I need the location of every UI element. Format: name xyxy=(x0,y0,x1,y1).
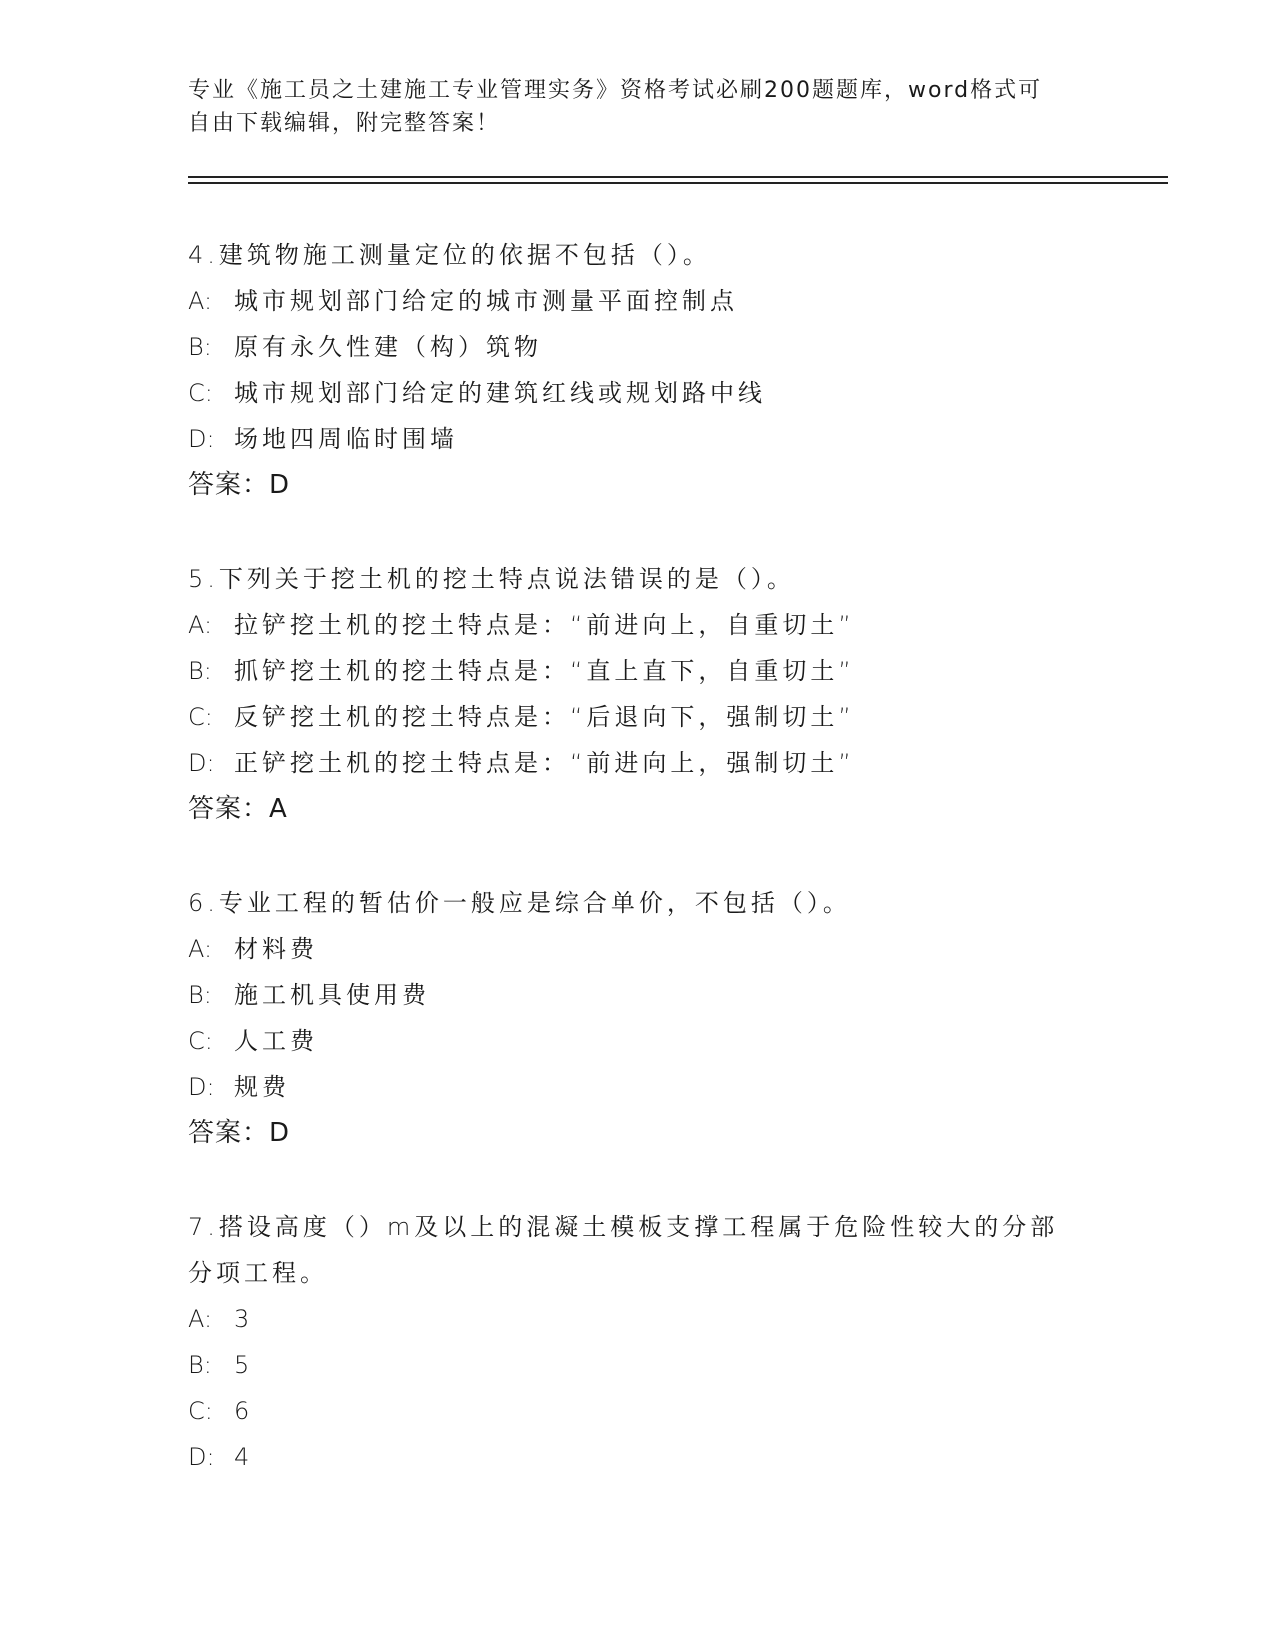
question-5 xyxy=(188,556,1148,832)
option-d xyxy=(188,1064,1148,1110)
question-stem: 7.搭设高度（）m及以上的混凝土模板支撑工程属于危险性较大的分部 xyxy=(188,1213,1059,1241)
option-b xyxy=(188,648,1148,694)
option-text: 4 xyxy=(234,1443,254,1471)
option-text: 施工机具使用费 xyxy=(234,981,430,1009)
question-stem: 6.专业工程的暂估价一般应是综合单价，不包括（）。 xyxy=(188,889,851,917)
option-d xyxy=(188,1434,1148,1480)
option-text: 6 xyxy=(234,1397,254,1425)
option-text: 材料费 xyxy=(234,935,318,963)
header-divider-top xyxy=(188,176,1168,178)
question-stem: 4.建筑物施工测量定位的依据不包括（）。 xyxy=(188,241,711,269)
option-text: 正铲挖土机的挖土特点是：“前进向上，强制切土” xyxy=(234,749,855,777)
option-key: B: xyxy=(188,1351,212,1379)
option-text: 拉铲挖土机的挖土特点是：“前进向上，自重切土” xyxy=(234,611,855,639)
answer-line: 答案：D xyxy=(188,1118,291,1148)
header-title-line-1: 专业《施工员之土建施工专业管理实务》资格考试必刷200题题库，word格式可 xyxy=(188,78,1043,103)
option-c xyxy=(188,1018,1148,1064)
option-text: 原有永久性建（构）筑物 xyxy=(234,333,542,361)
option-text: 反铲挖土机的挖土特点是：“后退向下，强制切土” xyxy=(234,703,855,731)
option-c xyxy=(188,694,1148,740)
option-text: 规费 xyxy=(234,1073,290,1101)
option-b xyxy=(188,1342,1148,1388)
option-a xyxy=(188,602,1148,648)
option-text: 城市规划部门给定的建筑红线或规划路中线 xyxy=(234,379,766,407)
option-text: 城市规划部门给定的城市测量平面控制点 xyxy=(234,287,738,315)
document-header xyxy=(188,74,1068,140)
question-list xyxy=(188,232,1148,1528)
option-key: D: xyxy=(188,749,215,777)
option-a xyxy=(188,1296,1148,1342)
header-title-line-2: 自由下载编辑，附完整答案！ xyxy=(188,111,501,136)
option-text: 3 xyxy=(234,1305,254,1333)
option-c xyxy=(188,1388,1148,1434)
answer-line: 答案：D xyxy=(188,470,291,500)
option-a xyxy=(188,926,1148,972)
option-c xyxy=(188,370,1148,416)
question-stem: 5.下列关于挖土机的挖土特点说法错误的是（）。 xyxy=(188,565,795,593)
question-7 xyxy=(188,1204,1148,1480)
option-a xyxy=(188,278,1148,324)
option-b xyxy=(188,324,1148,370)
option-key: A: xyxy=(188,611,213,639)
header-divider-bottom xyxy=(188,182,1168,184)
option-key: C: xyxy=(188,1027,213,1055)
option-key: C: xyxy=(188,1397,213,1425)
option-key: B: xyxy=(188,333,212,361)
question-4 xyxy=(188,232,1148,508)
option-key: B: xyxy=(188,657,212,685)
question-stem-continued: 分项工程。 xyxy=(188,1259,328,1287)
option-text: 场地四周临时围墙 xyxy=(234,425,458,453)
option-key: A: xyxy=(188,287,213,315)
question-6 xyxy=(188,880,1148,1156)
option-key: B: xyxy=(188,981,212,1009)
option-key: D: xyxy=(188,1073,215,1101)
option-text: 抓铲挖土机的挖土特点是：“直上直下，自重切土” xyxy=(234,657,855,685)
option-text: 5 xyxy=(234,1351,254,1379)
answer-line: 答案：A xyxy=(188,794,288,824)
option-key: D: xyxy=(188,1443,215,1471)
option-b xyxy=(188,972,1148,1018)
option-key: C: xyxy=(188,379,213,407)
option-d xyxy=(188,416,1148,462)
option-d xyxy=(188,740,1148,786)
option-key: D: xyxy=(188,425,215,453)
option-key: A: xyxy=(188,935,213,963)
option-key: C: xyxy=(188,703,213,731)
option-key: A: xyxy=(188,1305,213,1333)
option-text: 人工费 xyxy=(234,1027,318,1055)
